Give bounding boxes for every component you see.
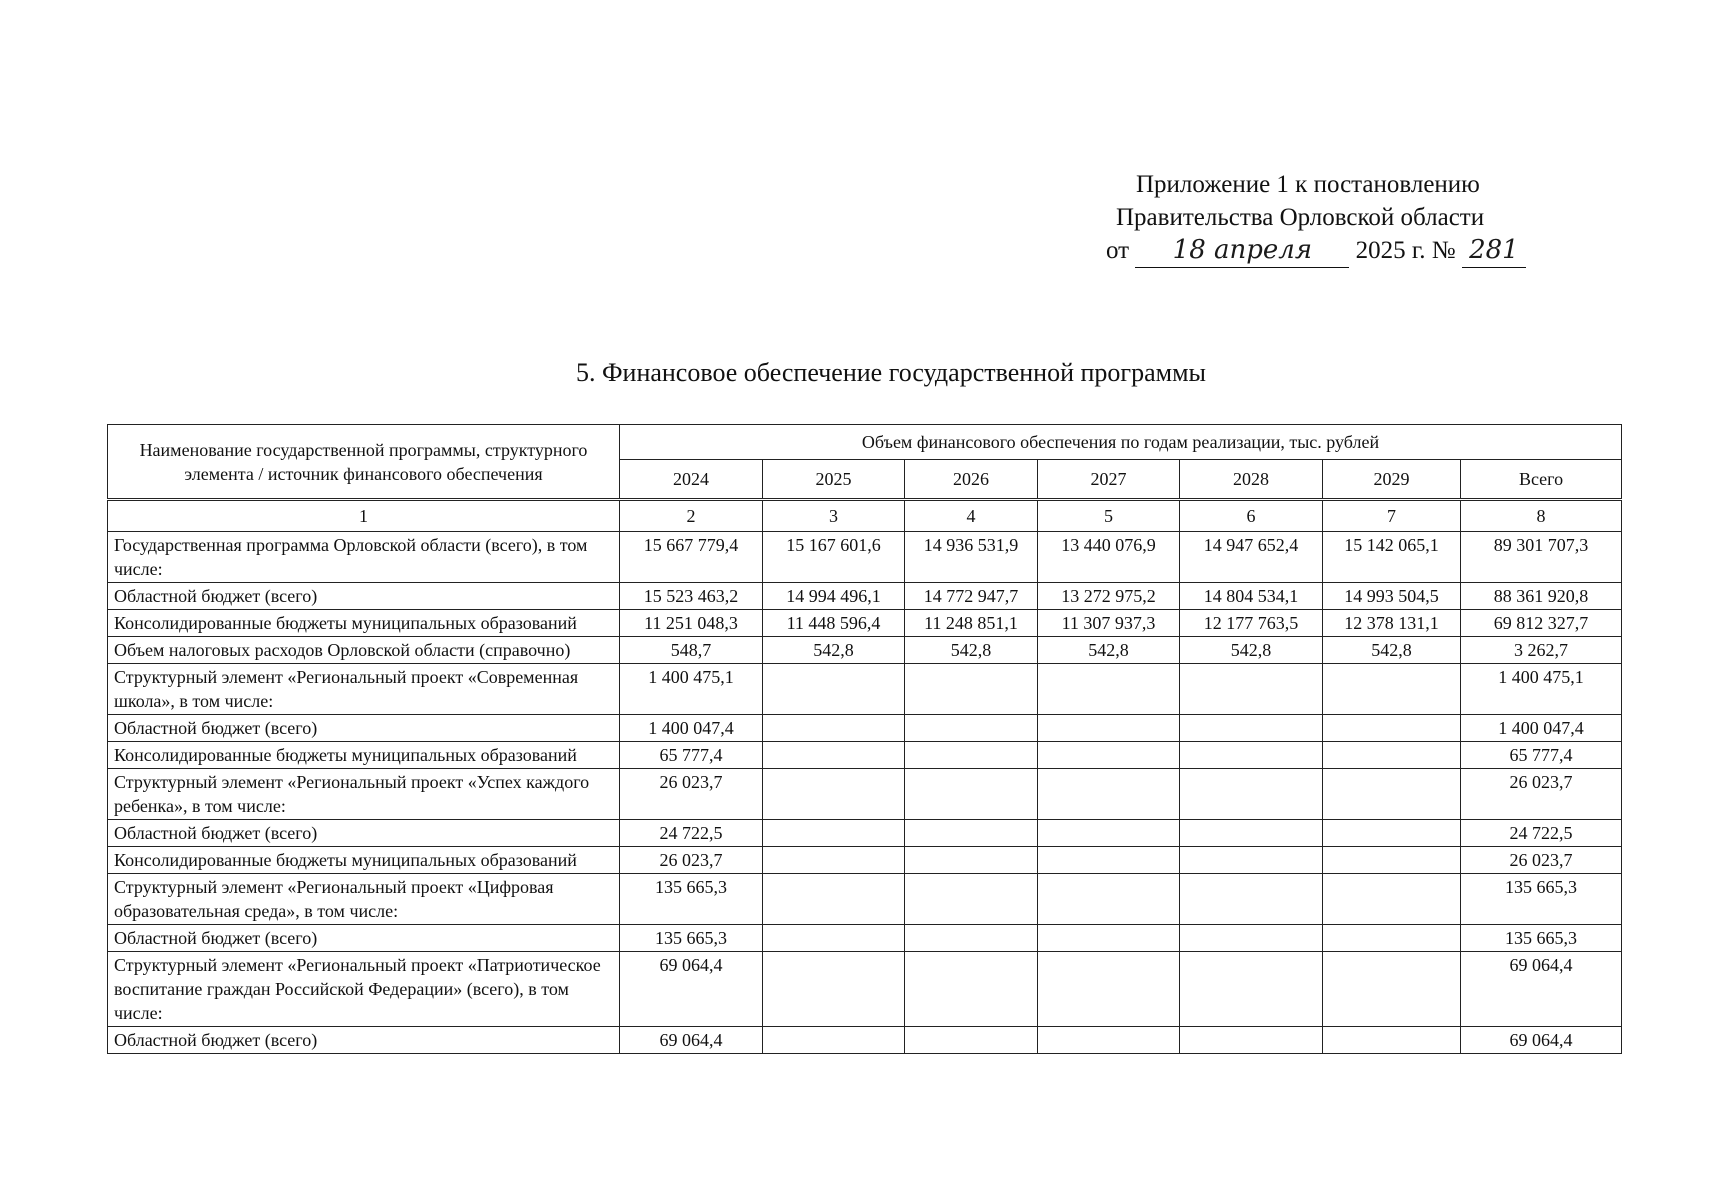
value-cell: 12 378 131,1 xyxy=(1323,610,1461,637)
value-cell xyxy=(905,847,1038,874)
table-row xyxy=(108,610,1622,637)
value-cell xyxy=(1180,952,1323,1027)
header-volume: Объем финансового обеспечения по годам реализации, тыс. рублей xyxy=(620,425,1622,460)
value-cell: 1 400 047,4 xyxy=(1461,715,1622,742)
year-header: 2024 xyxy=(620,460,763,500)
year-header: 2027 xyxy=(1038,460,1180,500)
appendix-line-1: Приложение 1 к постановлению xyxy=(1136,171,1480,198)
row-name: Консолидированные бюджеты муниципальных образований xyxy=(108,847,620,874)
row-name: Областной бюджет (всего) xyxy=(108,820,620,847)
value-cell: 11 248 851,1 xyxy=(905,610,1038,637)
value-cell xyxy=(905,769,1038,820)
value-cell: 26 023,7 xyxy=(620,769,763,820)
value-cell: 135 665,3 xyxy=(620,925,763,952)
value-cell: 69 064,4 xyxy=(1461,952,1622,1027)
value-cell xyxy=(1180,847,1323,874)
value-cell: 24 722,5 xyxy=(620,820,763,847)
value-cell xyxy=(1323,1027,1461,1054)
value-cell: 542,8 xyxy=(1180,637,1323,664)
value-cell: 26 023,7 xyxy=(1461,769,1622,820)
value-cell xyxy=(905,1027,1038,1054)
year-header: 2029 xyxy=(1323,460,1461,500)
table-row xyxy=(108,742,1622,769)
column-number: 7 xyxy=(1323,500,1461,532)
value-cell: 13 272 975,2 xyxy=(1038,583,1180,610)
value-cell: 69 064,4 xyxy=(1461,1027,1622,1054)
row-name: Консолидированные бюджеты муниципальных образований xyxy=(108,610,620,637)
value-cell: 135 665,3 xyxy=(620,874,763,925)
value-cell xyxy=(1323,925,1461,952)
handwritten-date: 18 апреля xyxy=(1135,234,1349,268)
column-number: 6 xyxy=(1180,500,1323,532)
table-row xyxy=(108,847,1622,874)
value-cell xyxy=(1323,952,1461,1027)
header-name: Наименование государственной программы, структурного элемента / источник финансового обеспечения xyxy=(108,425,620,500)
row-name: Областной бюджет (всего) xyxy=(108,583,620,610)
value-cell: 15 667 779,4 xyxy=(620,532,763,583)
column-number: 5 xyxy=(1038,500,1180,532)
value-cell xyxy=(763,715,905,742)
row-name: Областной бюджет (всего) xyxy=(108,925,620,952)
value-cell: 14 993 504,5 xyxy=(1323,583,1461,610)
value-cell: 135 665,3 xyxy=(1461,874,1622,925)
value-cell: 26 023,7 xyxy=(1461,847,1622,874)
value-cell: 69 064,4 xyxy=(620,952,763,1027)
value-cell: 14 936 531,9 xyxy=(905,532,1038,583)
value-cell: 15 142 065,1 xyxy=(1323,532,1461,583)
table-row xyxy=(108,664,1622,715)
value-cell xyxy=(1180,874,1323,925)
value-cell: 542,8 xyxy=(1323,637,1461,664)
value-cell: 11 251 048,3 xyxy=(620,610,763,637)
value-cell xyxy=(1038,664,1180,715)
value-cell xyxy=(1323,874,1461,925)
value-cell: 15 523 463,2 xyxy=(620,583,763,610)
value-cell: 135 665,3 xyxy=(1461,925,1622,952)
row-name: Структурный элемент «Региональный проект «Успех каждого ребенка», в том числе: xyxy=(108,769,620,820)
row-name: Областной бюджет (всего) xyxy=(108,1027,620,1054)
value-cell xyxy=(1038,925,1180,952)
value-cell: 13 440 076,9 xyxy=(1038,532,1180,583)
value-cell: 15 167 601,6 xyxy=(763,532,905,583)
value-cell: 1 400 047,4 xyxy=(620,715,763,742)
value-cell: 548,7 xyxy=(620,637,763,664)
table-body xyxy=(108,532,1622,1054)
value-cell xyxy=(1038,952,1180,1027)
column-number: 4 xyxy=(905,500,1038,532)
appendix-line-2: Правительства Орловской области xyxy=(1116,204,1485,231)
value-cell xyxy=(763,742,905,769)
value-cell xyxy=(1180,1027,1323,1054)
value-cell: 3 262,7 xyxy=(1461,637,1622,664)
handwritten-number: 281 xyxy=(1462,234,1526,268)
table-row xyxy=(108,1027,1622,1054)
value-cell xyxy=(905,742,1038,769)
year-header: 2025 xyxy=(763,460,905,500)
value-cell: 12 177 763,5 xyxy=(1180,610,1323,637)
row-name: Объем налоговых расходов Орловской области (справочно) xyxy=(108,637,620,664)
year-header: Всего xyxy=(1461,460,1622,500)
value-cell: 14 994 496,1 xyxy=(763,583,905,610)
column-number: 8 xyxy=(1461,500,1622,532)
value-cell xyxy=(763,769,905,820)
table-row xyxy=(108,925,1622,952)
value-cell xyxy=(1180,769,1323,820)
table-row xyxy=(108,532,1622,583)
value-cell xyxy=(763,952,905,1027)
value-cell xyxy=(1323,664,1461,715)
value-cell: 69 064,4 xyxy=(620,1027,763,1054)
table-row xyxy=(108,715,1622,742)
value-cell xyxy=(763,1027,905,1054)
row-name: Структурный элемент «Региональный проект «Патриотическое воспитание граждан Российской Федерации» (всего), в том числе: xyxy=(108,952,620,1027)
value-cell xyxy=(1323,820,1461,847)
year-header: 2026 xyxy=(905,460,1038,500)
table-row xyxy=(108,820,1622,847)
column-number: 1 xyxy=(108,500,620,532)
value-cell: 1 400 475,1 xyxy=(620,664,763,715)
table-row xyxy=(108,874,1622,925)
value-cell: 24 722,5 xyxy=(1461,820,1622,847)
appendix-line-3 xyxy=(1000,234,1600,268)
page-title: 5. Финансовое обеспечение государственной программы xyxy=(575,358,1207,387)
value-cell xyxy=(1038,820,1180,847)
value-cell xyxy=(905,925,1038,952)
value-cell xyxy=(1038,769,1180,820)
table-row xyxy=(108,769,1622,820)
row-name: Структурный элемент «Региональный проект «Цифровая образовательная среда», в том числе: xyxy=(108,874,620,925)
column-number: 3 xyxy=(763,500,905,532)
value-cell: 542,8 xyxy=(905,637,1038,664)
column-number: 2 xyxy=(620,500,763,532)
value-cell: 65 777,4 xyxy=(620,742,763,769)
value-cell: 65 777,4 xyxy=(1461,742,1622,769)
value-cell xyxy=(1180,742,1323,769)
value-cell xyxy=(1323,769,1461,820)
value-cell xyxy=(1038,874,1180,925)
value-cell: 26 023,7 xyxy=(620,847,763,874)
value-cell xyxy=(763,847,905,874)
value-cell xyxy=(763,664,905,715)
value-cell: 11 448 596,4 xyxy=(763,610,905,637)
value-cell xyxy=(763,820,905,847)
value-cell xyxy=(1323,742,1461,769)
value-cell xyxy=(1323,715,1461,742)
value-cell xyxy=(1180,715,1323,742)
value-cell: 1 400 475,1 xyxy=(1461,664,1622,715)
value-cell: 14 804 534,1 xyxy=(1180,583,1323,610)
value-cell xyxy=(1038,1027,1180,1054)
row-name: Консолидированные бюджеты муниципальных образований xyxy=(108,742,620,769)
value-cell: 14 772 947,7 xyxy=(905,583,1038,610)
value-cell xyxy=(763,874,905,925)
value-cell: 11 307 937,3 xyxy=(1038,610,1180,637)
value-cell xyxy=(905,664,1038,715)
table-row xyxy=(108,952,1622,1027)
value-cell xyxy=(1038,847,1180,874)
value-cell: 88 361 920,8 xyxy=(1461,583,1622,610)
value-cell xyxy=(905,874,1038,925)
year-header: 2028 xyxy=(1180,460,1323,500)
row-name: Структурный элемент «Региональный проект «Современная школа», в том числе: xyxy=(108,664,620,715)
financing-table xyxy=(107,424,1622,1054)
value-cell: 89 301 707,3 xyxy=(1461,532,1622,583)
from-label: от xyxy=(1106,237,1130,264)
value-cell xyxy=(905,820,1038,847)
value-cell: 69 812 327,7 xyxy=(1461,610,1622,637)
year-label: 2025 г. № xyxy=(1355,237,1456,264)
row-name: Государственная программа Орловской области (всего), в том числе: xyxy=(108,532,620,583)
table-row xyxy=(108,637,1622,664)
value-cell: 542,8 xyxy=(763,637,905,664)
column-numbers-row xyxy=(108,500,1622,532)
value-cell xyxy=(1180,820,1323,847)
value-cell xyxy=(905,952,1038,1027)
appendix-block xyxy=(1000,168,1600,268)
value-cell xyxy=(1038,715,1180,742)
value-cell: 14 947 652,4 xyxy=(1180,532,1323,583)
value-cell xyxy=(1323,847,1461,874)
table-row xyxy=(108,583,1622,610)
value-cell xyxy=(763,925,905,952)
value-cell xyxy=(1180,664,1323,715)
value-cell xyxy=(905,715,1038,742)
value-cell: 542,8 xyxy=(1038,637,1180,664)
value-cell xyxy=(1180,925,1323,952)
row-name: Областной бюджет (всего) xyxy=(108,715,620,742)
value-cell xyxy=(1038,742,1180,769)
